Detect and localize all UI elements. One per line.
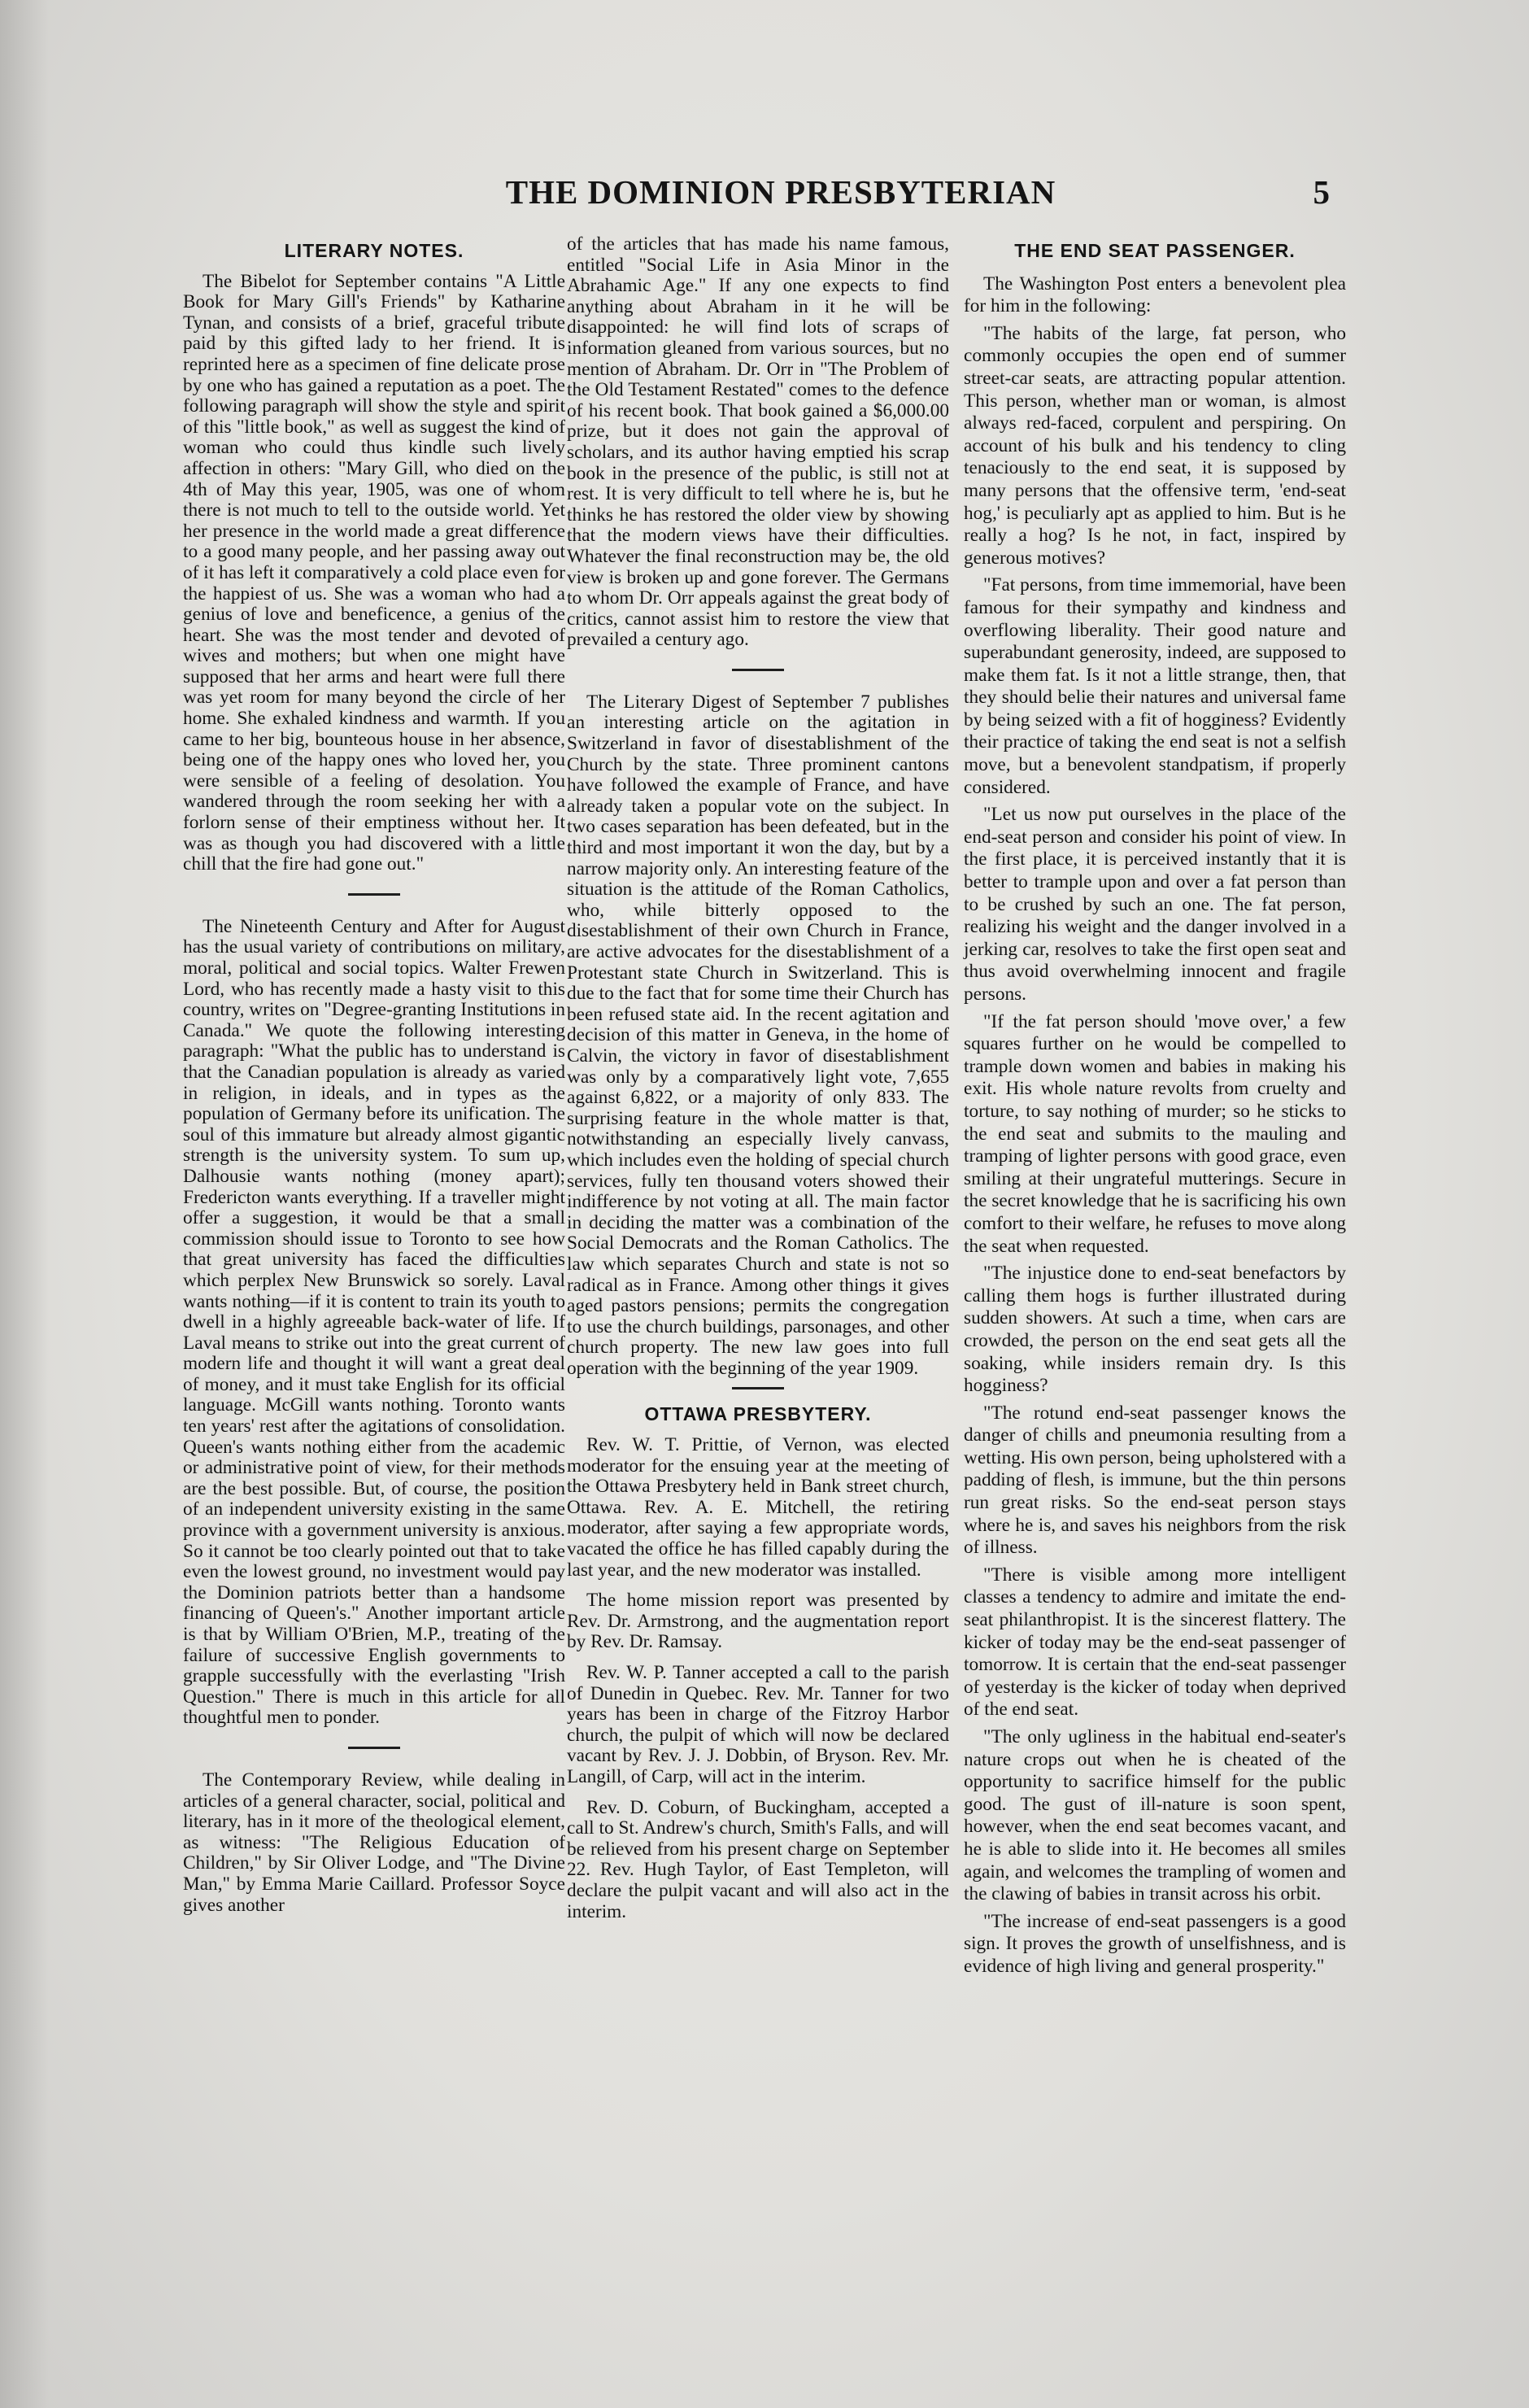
article-paragraph: The Contemporary Review, while dealing in articles of a general character, social, political and literary, has in it more of the theological element, as witness: "The Religious Education of Children," by Sir Oliver Lodge, and "The Divine Man," by Emma Marie Caillard. Professor Soyce gives another <box>183 1769 565 1916</box>
column-2 <box>567 234 949 1922</box>
article-paragraph: "Let us now put ourselves in the place of the end-seat person and consider his point of view. In the first place, it is perceived instantly that it is better to trample upon and over a fat person than to be crushed by such an one. The fat person, realizing his weight and the danger involved in a jerking car, resolves to take the first open seat and thus avoid overwhelming innocent and fragile persons. <box>964 804 1346 1005</box>
article-paragraph: "Fat persons, from time immemorial, have been famous for their sympathy and kindness and overflowing liberality. Their good nature and superabundant generosity, indeed, are supposed to make them fat. Is it not a little strange, then, that they should belie their natures and universal fame by being seized with a fit of hogginess? Evidently their practice of taking the end seat is not a selfish move, but a benevolent standpatism, if properly considered. <box>964 574 1346 798</box>
section-divider <box>732 1387 784 1389</box>
article-paragraph: "The injustice done to end-seat benefactors by calling them hogs is further illustrated during sudden showers. At such a time, when cars are crowded, the person on the end seat gets all the soaking, while insiders remain dry. Is this hogginess? <box>964 1263 1346 1397</box>
article-paragraph: "There is visible among more intelligent classes a tendency to admire and imitate the end-seat philanthropist. It is the sincerest flattery. The kicker of today may be the end-seat passenger of tomorrow. It is certain that the end-seat passenger of yesterday is the kicker of today when deprived of the end seat. <box>964 1564 1346 1721</box>
article-paragraph: The home mission report was presented by Rev. Dr. Armstrong, and the augmentation report by Rev. Dr. Ramsay. <box>567 1590 949 1653</box>
article-paragraph: The Literary Digest of September 7 publishes an interesting article on the agitation in Switzerland in favor of disestablishment of the Church by the state. Three prominent cantons have followed the example of France, and have already taken a popular vote on the subject. In two cases separation has been defeated, but in the third and most important it won the day, but by a narrow majority only. An interesting feature of the situation is the attitude of the Roman Catholics, who, while bitterly opposed to the disestablishment of their own Church in France, are active advocates for the disestablishment of a Protestant state Church in Switzerland. This is due to the fact that for some time their Church has been refused state aid. In the recent agitation and decision of this matter in Geneva, in the home of Calvin, the victory in favor of disestablishment was only by a comparatively light vote, 7,655 against 6,822, or a majority of only 833. The surprising feature in the whole matter is that, notwithstanding an especially lively canvass, which includes even the holding of special church services, fully ten thousand voters showed their indifference by not voting at all. The main factor in deciding the matter was a combination of the Social Democrats and the Roman Catholics. The law which separates Church and state is not so radical as in France. Among other things it gives aged pastors pensions; permits the congregation to use the church buildings, parsonages, and other church property. The new law goes into full operation with the beginning of the year 1909. <box>567 691 949 1379</box>
article-paragraph: The Nineteenth Century and After for August has the usual variety of contributions on military, moral, political and social topics. Walter Frewen Lord, who has recently made a hasty visit to this country, writes on "Degree-granting Institutions in Canada." We quote the following interesting paragraph: "What the public has to understand is that the Canadian population is already as varied in religion, in ideals, and in types as the population of Germany before its unification. The soul of this immature but already almost gigantic strength is the university system. To sum up, Dalhousie wants nothing (money apart); Fredericton wants everything. If a traveller might offer a suggestion, it would be that a small commission should issue to Toronto to see how that great university has faced the difficulties which perplex New Brunswick so sorely. Laval wants nothing—if it is content to train its youth to dwell in a highly agreeable back-water of life. If Laval means to strike out into the great current of modern life and thought it will want a great deal of money, and it must take English for its official language. McGill wants nothing. Toronto wants ten years' rest after the agitations of consolidation. Queen's wants nothing either from the academic or administrative point of view, for their methods are the best possible. But, of course, the position of an independent university existing in the same province with a government university is anxious. So it cannot be too clearly pointed out that to take even the lowest ground, no investment would pay the Dominion patriots better than a handsome financing of Queen's." Another important article is that by William O'Brien, M.P., treating of the failure of successive English governments to grapple successfully with the everlasting "Irish Question." There is much in this article for all thoughtful men to ponder. <box>183 915 565 1729</box>
article-paragraph-continued: of the articles that has made his name famous, entitled "Social Life in Asia Minor in the Abrahamic Age." If any one expects to find anything about Abraham in it he will be disappointed: he will find lots of scraps of information gleaned from various sources, but no mention of Abraham. Dr. Orr in "The Problem of the Old Testament Restated" comes to the defence of his recent book. That book gained a $6,000.00 prize, but it does not gain the approval of scholars, and its author having emptied his scrap book in the presence of the public, is still not at rest. It is very difficult to tell where he is, but he thinks he has restored the older view by showing that the modern views have their difficulties. Whatever the final reconstruction may be, the old view is broken up and gone forever. The Germans to whom Dr. Orr appeals against the great body of critics, cannot assist him to restore the view that prevailed a century ago. <box>567 233 949 651</box>
end-seat-passenger-heading: THE END SEAT PASSENGER. <box>1014 240 1296 261</box>
page-number: 5 <box>1313 173 1330 211</box>
masthead: THE DOMINION PRESBYTERIAN <box>505 173 1056 211</box>
article-paragraph: The Washington Post enters a benevolent plea for him in the following: <box>964 273 1346 317</box>
literary-notes-heading: LITERARY NOTES. <box>284 240 464 261</box>
section-divider <box>732 669 784 671</box>
article-paragraph: "The increase of end-seat passengers is a good sign. It proves the growth of unselfishness, and is evidence of high living and general prosperity." <box>964 1910 1346 1977</box>
article-paragraph: Rev. D. Coburn, of Buckingham, accepted a call to St. Andrew's church, Smith's Falls, and will be relieved from his present charge on September 22. Rev. Hugh Taylor, of East Templeton, will declare the pulpit vacant and will also act in the interim. <box>567 1796 949 1922</box>
article-paragraph: "The only ugliness in the habitual end-seater's nature crops out when he is cheated of the opportunity to sacrifice himself for the public good. The gust of ill-nature is soon spent, however, when the end seat becomes vacant, and he is able to slide into it. He becomes all smiles again, and welcomes the trampling of women and the clawing of babies in transit across his orbit. <box>964 1726 1346 1905</box>
section-divider <box>348 1747 400 1749</box>
article-paragraph: The Bibelot for September contains "A Little Book for Mary Gill's Friends" by Katharine Tynan, and consists of a brief, graceful tribute paid by this gifted lady to her friend. It is reprinted here as a specimen of fine delicate prose by one who has gained a reputation as a poet. The following paragraph will show the style and spirit of this "little book," as well as suggest the kind of woman who could thus kindle such lively affection in others: "Mary Gill, who died on the 4th of May this year, 1905, was one of whom there is not much to tell to the outside world. Yet her presence in the world made a great difference to a good many people, and her passing away out of it has left it comparatively a cold place even for the happiest of us. She was a woman who had a genius of love and beneficence, a genius of the heart. She was the most tender and devoted of wives and mothers; but when one might have supposed that her arms and heart were full there was yet room for many beyond the circle of her home. She exhaled kindness and warmth. If you came to her big, bounteous house in her absence, being one of the happy ones who loved her, you were sensible of a feeling of desolation. You wandered through the room seeking her with a forlorn sense of their emptiness without her. It was as though you had discovered with a little chill that the fire had gone out." <box>183 270 565 875</box>
article-paragraph: "If the fat person should 'move over,' a few squares further on he would be compelled to trample down women and babies in making his exit. His whole nature revolts from cruelty and torture, to say nothing of murder; so he sticks to the end seat and submits to the mauling and tramping of lighter persons with good grace, even smiling at their ungrateful mutterings. Secure in the secret knowledge that he is sacrificing his own comfort to their welfare, he refuses to move along the seat when requested. <box>964 1010 1346 1257</box>
article-paragraph: Rev. W. P. Tanner accepted a call to the parish of Dunedin in Quebec. Rev. Mr. Tanner for two years has been in charge of the Fitzroy Harbor church, the pulpit of which will now be declared vacant by Rev. J. J. Dobbin, of Bryson. Rev. Mr. Langill, of Carp, will act in the interim. <box>567 1662 949 1787</box>
article-paragraph: "The rotund end-seat passenger knows the danger of chills and pneumonia resulting from a wetting. His own person, being upholstered with a padding of flesh, is immune, but the thin persons run great risks. So the end-seat person stays where he is, and saves his neighbors from the risk of illness. <box>964 1402 1346 1559</box>
section-divider <box>348 893 400 896</box>
column-1 <box>183 234 565 1916</box>
column-3 <box>964 234 1346 1978</box>
page-edge-shadow <box>0 0 49 2408</box>
article-paragraph: "The habits of the large, fat person, who commonly occupies the open end of summer street-car seats, are attracting popular attention. This person, whether man or woman, is almost always red-faced, corpulent and perspiring. On account of his bulk and his tendency to cling tenaciously to the end seat, it is supposed by many persons that the offensive term, 'end-seat hog,' is peculiarly apt as applied to him. But is he really a hog? Is he not, in fact, inspired by generous motives? <box>964 322 1346 569</box>
ottawa-presbytery-heading: OTTAWA PRESBYTERY. <box>644 1403 872 1425</box>
article-paragraph: Rev. W. T. Prittie, of Vernon, was elected moderator for the ensuing year at the meeting of the Ottawa Presbytery held in Bank street church, Ottawa. Rev. A. E. Mitchell, the retiring moderator, after saying a few appropriate words, vacated the office he has filled capably during the last year, and the new moderator was installed. <box>567 1434 949 1581</box>
